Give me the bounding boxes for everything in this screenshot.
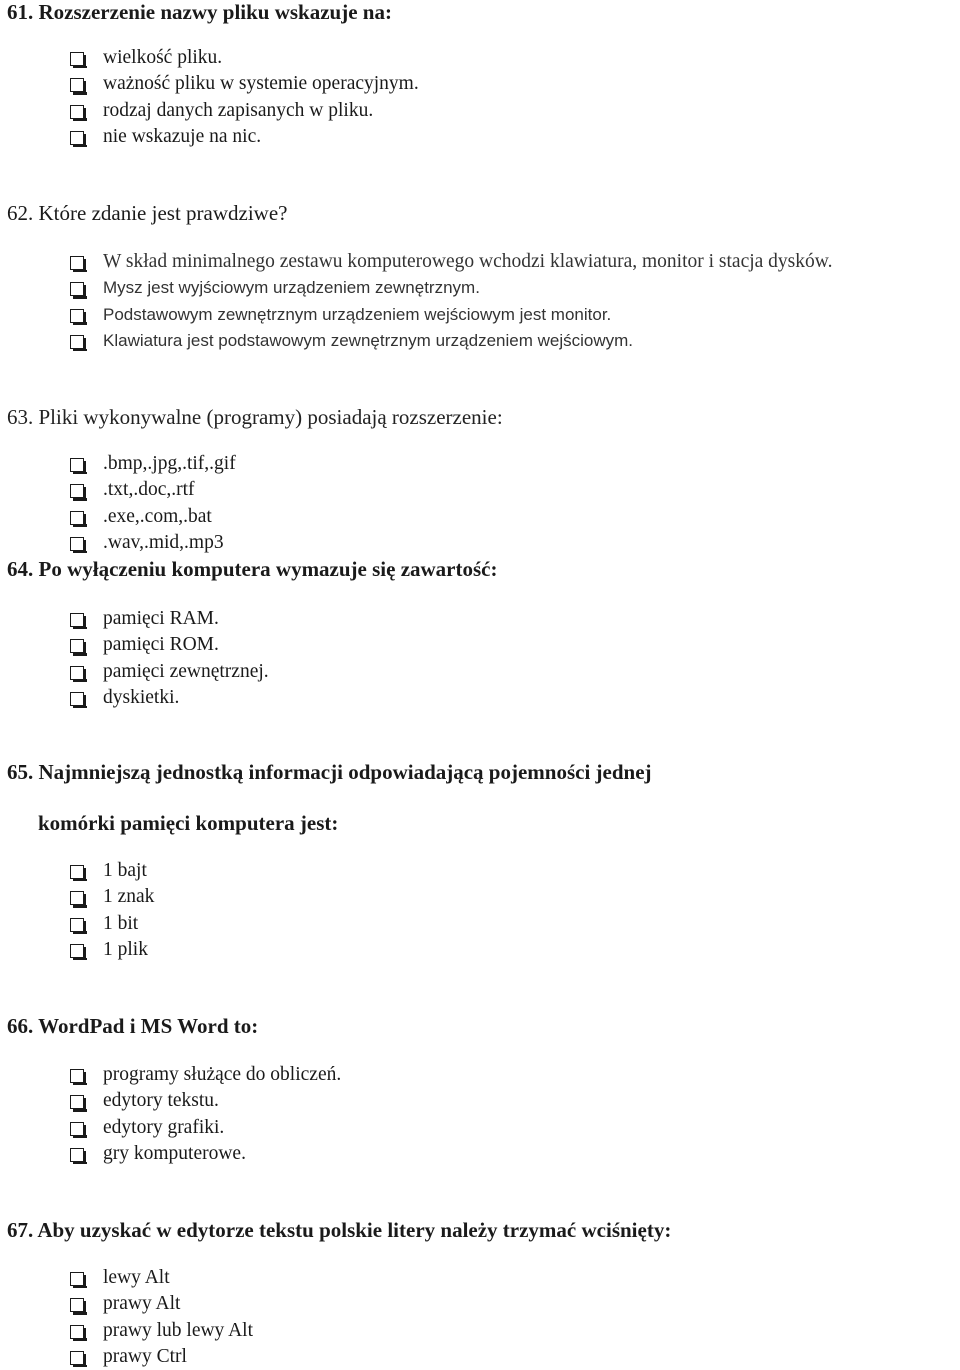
checkbox-icon[interactable]	[70, 282, 84, 296]
question-64-options	[70, 606, 269, 711]
checkbox-icon[interactable]	[70, 458, 84, 472]
answer-option[interactable]: 1 bajt	[70, 858, 154, 884]
answer-option[interactable]: W skład minimalnego zestawu komputerowego wchodzi klawiatura, monitor i stacja dysków.	[70, 249, 832, 275]
answer-option[interactable]: dyskietki.	[70, 685, 269, 711]
question-63-title: 63. Pliki wykonywalne (programy) posiadają rozszerzenie:	[7, 405, 503, 429]
question-64-title: 64. Po wyłączeniu komputera wymazuje się zawartość:	[7, 557, 498, 581]
checkbox-icon[interactable]	[70, 537, 84, 551]
checkbox-icon[interactable]	[70, 52, 84, 66]
checkbox-icon[interactable]	[70, 1095, 84, 1109]
answer-option[interactable]: gry komputerowe.	[70, 1141, 341, 1167]
answer-option[interactable]: .bmp,.jpg,.tif,.gif	[70, 451, 236, 477]
answer-option[interactable]: pamięci zewnętrznej.	[70, 659, 269, 685]
checkbox-icon[interactable]	[70, 131, 84, 145]
question-62-options	[70, 249, 832, 354]
answer-option[interactable]: programy służące do obliczeń.	[70, 1062, 341, 1088]
question-63-options	[70, 451, 236, 556]
question-66-options	[70, 1062, 341, 1167]
checkbox-icon[interactable]	[70, 613, 84, 627]
checkbox-icon[interactable]	[70, 1148, 84, 1162]
checkbox-icon[interactable]	[70, 78, 84, 92]
checkbox-icon[interactable]	[70, 639, 84, 653]
answer-option[interactable]: Klawiatura jest podstawowym zewnętrznym urządzeniem wejściowym.	[70, 328, 832, 354]
question-65-title: 65. Najmniejszą jednostką informacji odpowiadającą pojemności jednej	[7, 760, 652, 784]
checkbox-icon[interactable]	[70, 666, 84, 680]
checkbox-icon[interactable]	[70, 511, 84, 525]
answer-option[interactable]: prawy Ctrl	[70, 1344, 253, 1370]
checkbox-icon[interactable]	[70, 1351, 84, 1365]
checkbox-icon[interactable]	[70, 309, 84, 323]
question-65-title-continued: komórki pamięci komputera jest:	[38, 811, 339, 835]
answer-option[interactable]: prawy Alt	[70, 1291, 253, 1317]
answer-option[interactable]: 1 plik	[70, 937, 154, 963]
checkbox-icon[interactable]	[70, 865, 84, 879]
question-66-title: 66. WordPad i MS Word to:	[7, 1014, 259, 1038]
answer-option[interactable]: .txt,.doc,.rtf	[70, 477, 236, 503]
question-67-title: 67. Aby uzyskać w edytorze tekstu polskie litery należy trzymać wciśnięty:	[7, 1218, 672, 1242]
question-65-options	[70, 858, 154, 963]
checkbox-icon[interactable]	[70, 692, 84, 706]
answer-option[interactable]: Mysz jest wyjściowym urządzeniem zewnętrznym.	[70, 275, 832, 301]
answer-option[interactable]: Podstawowym zewnętrznym urządzeniem wejściowym jest monitor.	[70, 302, 832, 328]
answer-option[interactable]: nie wskazuje na nic.	[70, 124, 419, 150]
checkbox-icon[interactable]	[70, 105, 84, 119]
question-67-options	[70, 1265, 253, 1370]
answer-option[interactable]: 1 bit	[70, 911, 154, 937]
checkbox-icon[interactable]	[70, 918, 84, 932]
answer-option[interactable]: lewy Alt	[70, 1265, 253, 1291]
answer-option[interactable]: .exe,.com,.bat	[70, 504, 236, 530]
answer-option[interactable]: edytory tekstu.	[70, 1088, 341, 1114]
question-62-title: 62. Które zdanie jest prawdziwe?	[7, 201, 288, 225]
answer-option[interactable]: 1 znak	[70, 884, 154, 910]
answer-option[interactable]: pamięci ROM.	[70, 632, 269, 658]
checkbox-icon[interactable]	[70, 1272, 84, 1286]
checkbox-icon[interactable]	[70, 1298, 84, 1312]
checkbox-icon[interactable]	[70, 484, 84, 498]
answer-option[interactable]: ważność pliku w systemie operacyjnym.	[70, 71, 419, 97]
checkbox-icon[interactable]	[70, 1069, 84, 1083]
checkbox-icon[interactable]	[70, 256, 84, 270]
question-61-options	[70, 45, 419, 150]
answer-option[interactable]: .wav,.mid,.mp3	[70, 530, 236, 556]
answer-option[interactable]: rodzaj danych zapisanych w pliku.	[70, 98, 419, 124]
answer-option[interactable]: pamięci RAM.	[70, 606, 269, 632]
checkbox-icon[interactable]	[70, 335, 84, 349]
checkbox-icon[interactable]	[70, 891, 84, 905]
checkbox-icon[interactable]	[70, 1325, 84, 1339]
answer-option[interactable]: wielkość pliku.	[70, 45, 419, 71]
answer-option[interactable]: prawy lub lewy Alt	[70, 1318, 253, 1344]
question-61-title: 61. Rozszerzenie nazwy pliku wskazuje na:	[7, 0, 392, 24]
checkbox-icon[interactable]	[70, 944, 84, 958]
checkbox-icon[interactable]	[70, 1122, 84, 1136]
answer-option[interactable]: edytory grafiki.	[70, 1115, 341, 1141]
